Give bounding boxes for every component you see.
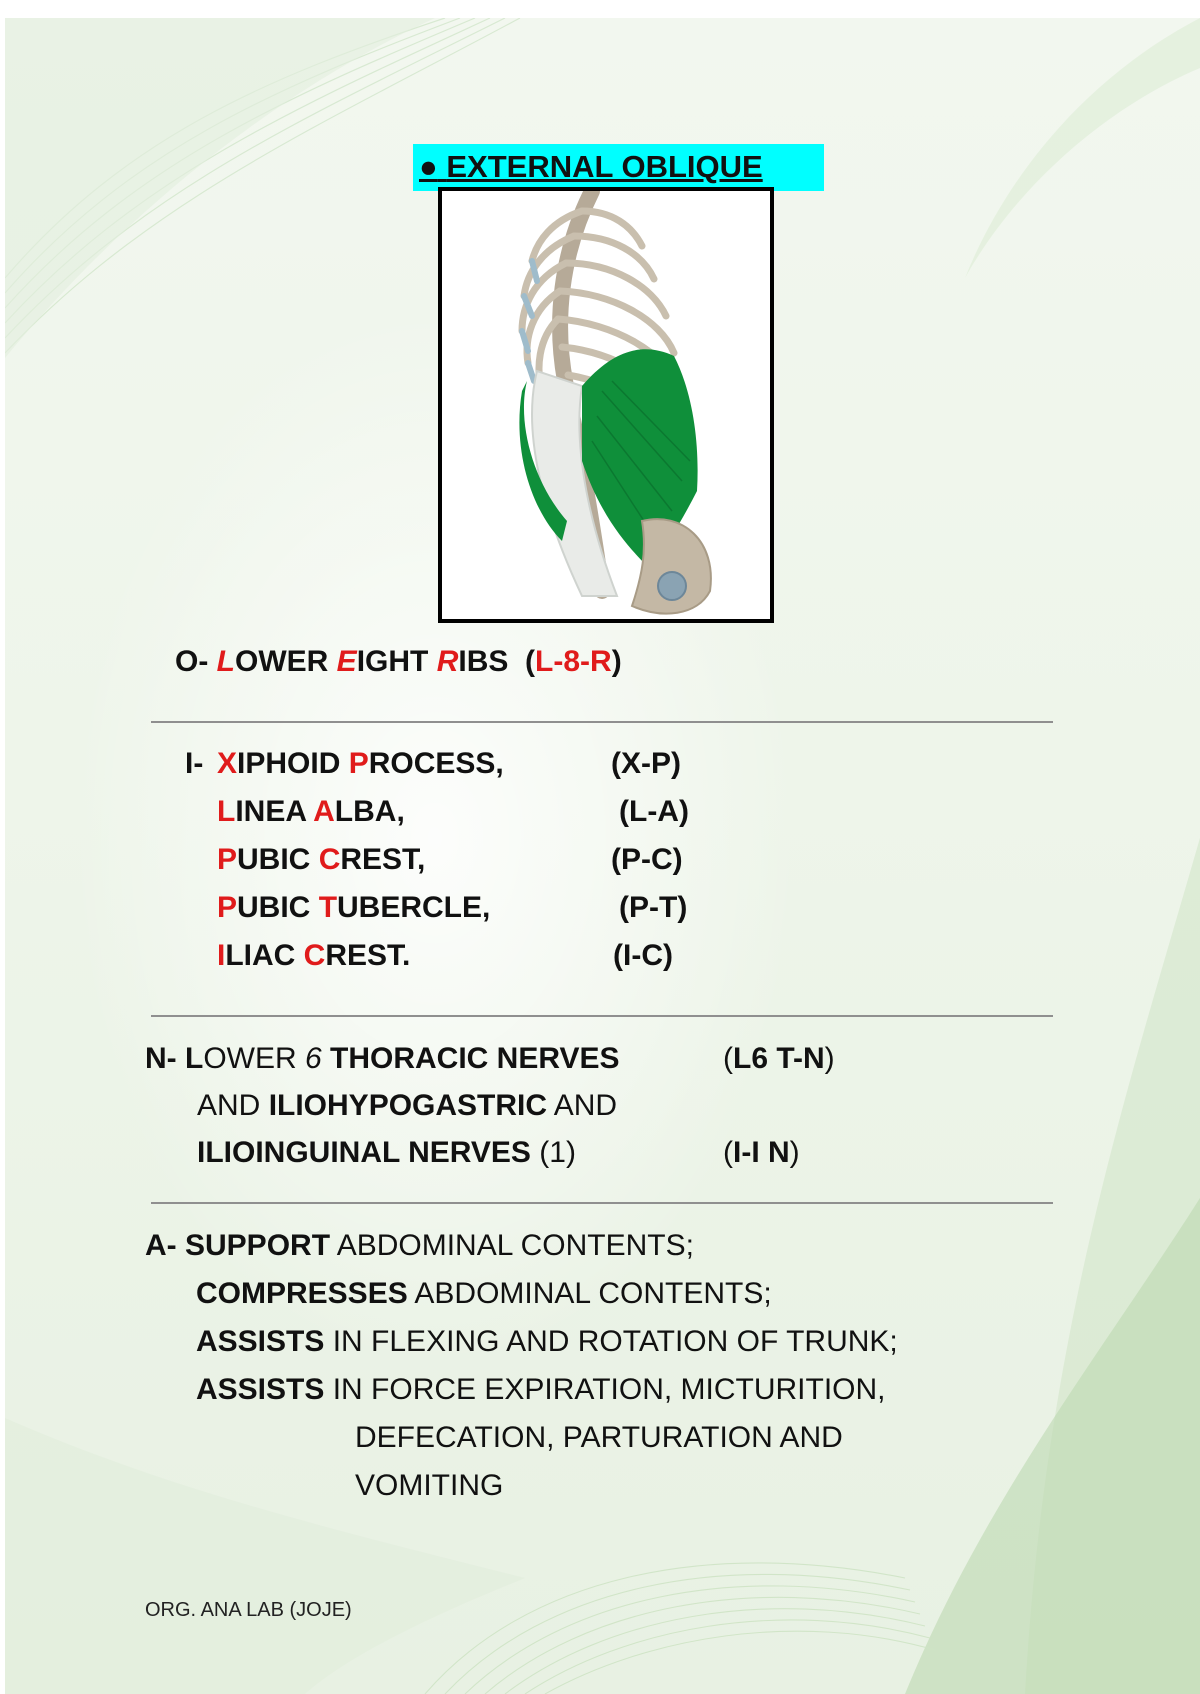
origin-hl-3: R bbox=[436, 645, 459, 678]
nerve-prefix: N- bbox=[145, 1042, 185, 1075]
origin-word-3: IBS bbox=[458, 645, 526, 678]
action-line-2 bbox=[196, 1276, 772, 1312]
insertion-word-a: IPHOID bbox=[237, 747, 349, 780]
title-label: EXTERNAL OBLIQUE bbox=[446, 149, 763, 184]
nerve-iliohypogastric: ILIOHYPOGASTRIC bbox=[268, 1089, 548, 1122]
nerve-abbr-1-close: ) bbox=[824, 1042, 835, 1075]
nerve-abbr-2-text: I-I N bbox=[733, 1136, 790, 1169]
insertion-row-2 bbox=[217, 794, 405, 830]
nerve-abbr-1-open: ( bbox=[723, 1042, 733, 1075]
nerve-thoracic: THORACIC NERVES bbox=[321, 1042, 620, 1075]
insertion-hl-b: C bbox=[303, 939, 326, 972]
origin-prefix: O- bbox=[175, 645, 217, 678]
action-text: IN FORCE EXPIRATION, MICTURITION, bbox=[324, 1373, 886, 1406]
action-verb: ASSISTS bbox=[196, 1325, 325, 1358]
page-title bbox=[419, 148, 763, 186]
nerve-abbr-1-text: L6 T-N bbox=[733, 1042, 825, 1075]
divider-3 bbox=[151, 1202, 1053, 1204]
action-continuation-1: DEFECATION, PARTURATION AND bbox=[355, 1421, 843, 1454]
insertion-word-a: UBIC bbox=[237, 843, 319, 876]
nerve-line-1 bbox=[145, 1041, 620, 1077]
insertion-hl-b: A bbox=[313, 795, 335, 828]
action-text: ABDOMINAL CONTENTS; bbox=[330, 1229, 694, 1262]
nerve-line-2 bbox=[197, 1088, 617, 1124]
insertion-hl-a: P bbox=[217, 891, 238, 924]
insertion-hl-a: P bbox=[217, 843, 238, 876]
insertion-word-b: ROCESS, bbox=[368, 747, 504, 780]
origin-abbr-close: ) bbox=[611, 645, 622, 678]
anatomy-figure bbox=[438, 187, 774, 623]
insertion-word-a: INEA bbox=[235, 795, 314, 828]
insertion-prefix: I- bbox=[185, 747, 212, 780]
action-text: IN FLEXING AND ROTATION OF TRUNK; bbox=[324, 1325, 898, 1358]
insertion-word-b: LBA, bbox=[334, 795, 405, 828]
nerve-ilioinguinal: ILIOINGUINAL NERVES bbox=[197, 1136, 531, 1169]
nerve-ower: OWER bbox=[203, 1042, 305, 1075]
nerve-abbr-2-close: ) bbox=[789, 1136, 800, 1169]
insertion-row-4 bbox=[217, 890, 490, 926]
action-line-1 bbox=[145, 1228, 694, 1264]
insertion-abbr-1: (X-P) bbox=[611, 747, 681, 780]
nerve-l: L bbox=[185, 1042, 204, 1075]
bullet: ● bbox=[419, 149, 438, 184]
origin-hl-1: L bbox=[216, 645, 235, 678]
insertion-word-a: LIAC bbox=[225, 939, 304, 972]
origin-word-1: OWER bbox=[235, 645, 337, 678]
insertion-abbr-5: (I-C) bbox=[613, 939, 673, 972]
insertion-hl-a: L bbox=[217, 795, 236, 828]
external-oblique-illustration bbox=[442, 191, 770, 619]
action-line-3 bbox=[196, 1324, 898, 1360]
insertion-word-b: UBERCLE, bbox=[337, 891, 491, 924]
origin-hl-2: E bbox=[336, 645, 357, 678]
insertion-hl-b: T bbox=[318, 891, 338, 924]
insertion-hl-a: X bbox=[217, 747, 238, 780]
footer-credit: ORG. ANA LAB (JOJE) bbox=[145, 1599, 352, 1621]
origin-abbr: L-8-R bbox=[535, 645, 612, 678]
insertion-hl-b: P bbox=[348, 747, 369, 780]
insertion-hl-b: C bbox=[318, 843, 341, 876]
insertion-word-b: REST, bbox=[340, 843, 426, 876]
nerve-line-3 bbox=[197, 1135, 576, 1171]
action-continuation-2: VOMITING bbox=[355, 1469, 504, 1502]
divider-1 bbox=[151, 721, 1053, 723]
nerve-footnote: (1) bbox=[530, 1136, 576, 1169]
insertion-word-a: UBIC bbox=[237, 891, 319, 924]
nerve-and-2: AND bbox=[547, 1089, 618, 1122]
action-line-4 bbox=[196, 1372, 886, 1408]
action-verb: ASSISTS bbox=[196, 1373, 325, 1406]
insertion-abbr-2: (L-A) bbox=[619, 795, 689, 828]
origin-abbr-open: ( bbox=[525, 645, 536, 678]
insertion-hl-a: I bbox=[217, 939, 226, 972]
insertion-abbr-3: (P-C) bbox=[611, 843, 683, 876]
action-verb: SUPPORT bbox=[185, 1229, 331, 1262]
document-page bbox=[5, 18, 1200, 1694]
action-verb: COMPRESSES bbox=[196, 1277, 408, 1310]
action-prefix: A- bbox=[145, 1229, 185, 1262]
insertion-row-1 bbox=[217, 746, 504, 782]
nerve-six: 6 bbox=[305, 1042, 322, 1075]
action-text: ABDOMINAL CONTENTS; bbox=[407, 1277, 772, 1310]
origin-word-2: IGHT bbox=[356, 645, 437, 678]
nerve-abbr-2-open: ( bbox=[723, 1136, 733, 1169]
nerve-and-1: AND bbox=[197, 1089, 269, 1122]
insertion-abbr-4: (P-T) bbox=[619, 891, 688, 924]
insertion-row-5 bbox=[217, 938, 410, 974]
insertion-word-b: REST. bbox=[325, 939, 411, 972]
nerve-abbr-1 bbox=[723, 1041, 835, 1077]
insertion-row-3 bbox=[217, 842, 425, 878]
divider-2 bbox=[151, 1015, 1053, 1017]
nerve-abbr-2 bbox=[723, 1135, 800, 1171]
origin-line bbox=[175, 644, 622, 680]
